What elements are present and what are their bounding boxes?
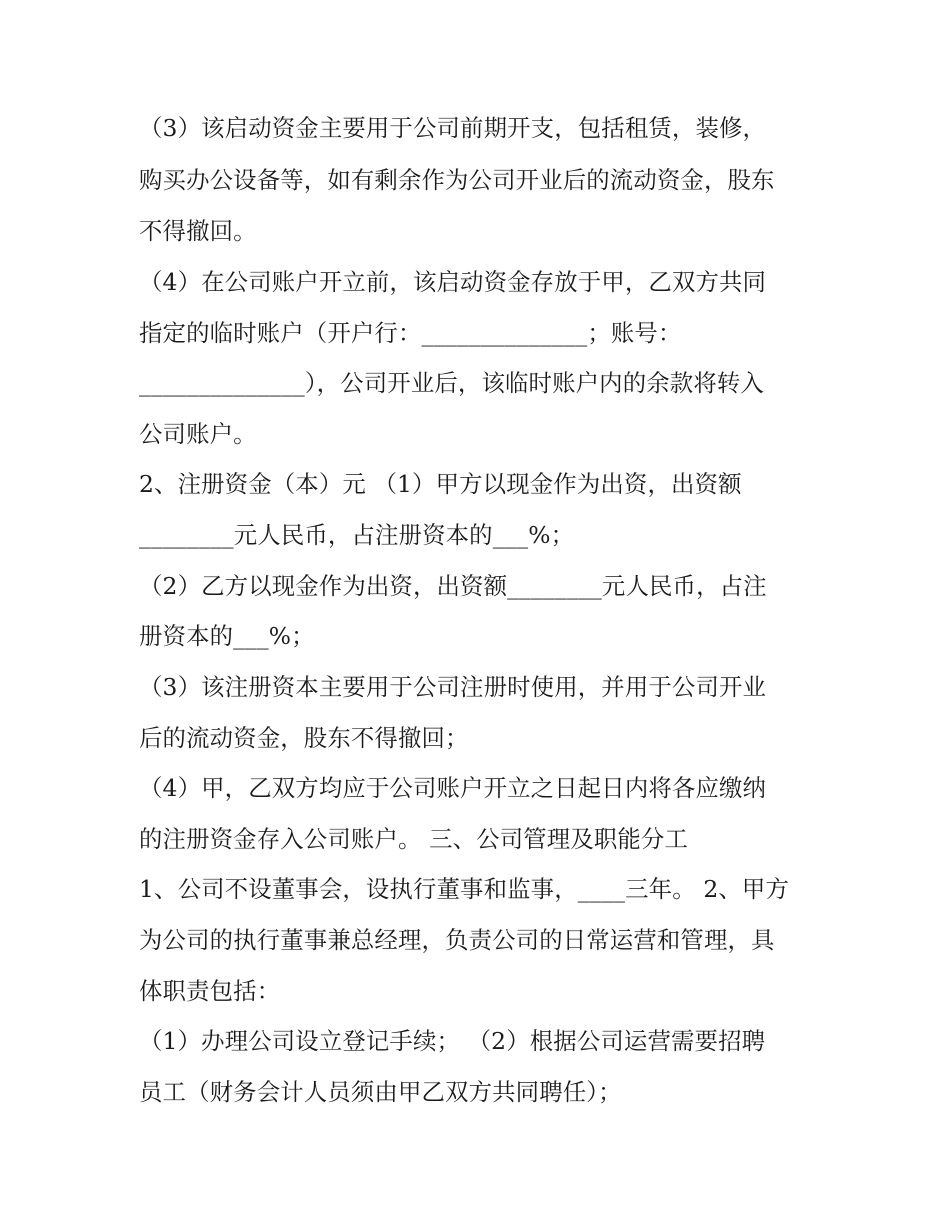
text-line: ________元人民币，占注册资本的___%； <box>139 521 575 549</box>
text-line: 2、注册资金（本）元 （1）甲方以现金作为出资，出资额 <box>139 470 742 498</box>
text-line: 体职责包括： <box>139 977 281 1005</box>
text-line: 指定的临时账户（开户行：______________；账号： <box>139 319 682 347</box>
text-line: （1）办理公司设立登记手续； （2）根据公司运营需要招聘 <box>139 1027 766 1055</box>
text-line: 购买办公设备等，如有剩余作为公司开业后的流动资金，股东 <box>139 166 775 194</box>
text-line: （4）在公司账户开立前，该启动资金存放于甲，乙双方共同 <box>139 268 767 296</box>
text-line: 为公司的执行董事兼总经理，负责公司的日常运营和管理，具 <box>139 926 775 954</box>
text-line: （3）该注册资本主要用于公司注册时使用，并用于公司开业 <box>139 673 767 701</box>
text-line: 1、公司不设董事会，设执行董事和监事，____三年。 2、甲方 <box>139 875 790 903</box>
text-line: 不得撤回。 <box>139 217 257 245</box>
text-line: 的注册资金存入公司账户。 三、公司管理及职能分工 <box>139 825 689 853</box>
text-line: （4）甲，乙双方均应于公司账户开立之日起日内将各应缴纳 <box>139 774 767 802</box>
text-line: （2）乙方以现金作为出资，出资额________元人民币，占注 <box>139 572 767 600</box>
text-line: ______________），公司开业后，该临时账户内的余款将转入 <box>139 369 764 397</box>
text-line: 册资本的___%； <box>139 622 315 650</box>
text-line: 后的流动资金，股东不得撤回； <box>139 724 469 752</box>
text-line: 员工（财务会计人员须由甲乙双方共同聘任）； <box>139 1078 622 1106</box>
text-line: 公司账户。 <box>139 420 257 448</box>
text-line: （3）该启动资金主要用于公司前期开支，包括租赁，装修， <box>139 114 767 142</box>
